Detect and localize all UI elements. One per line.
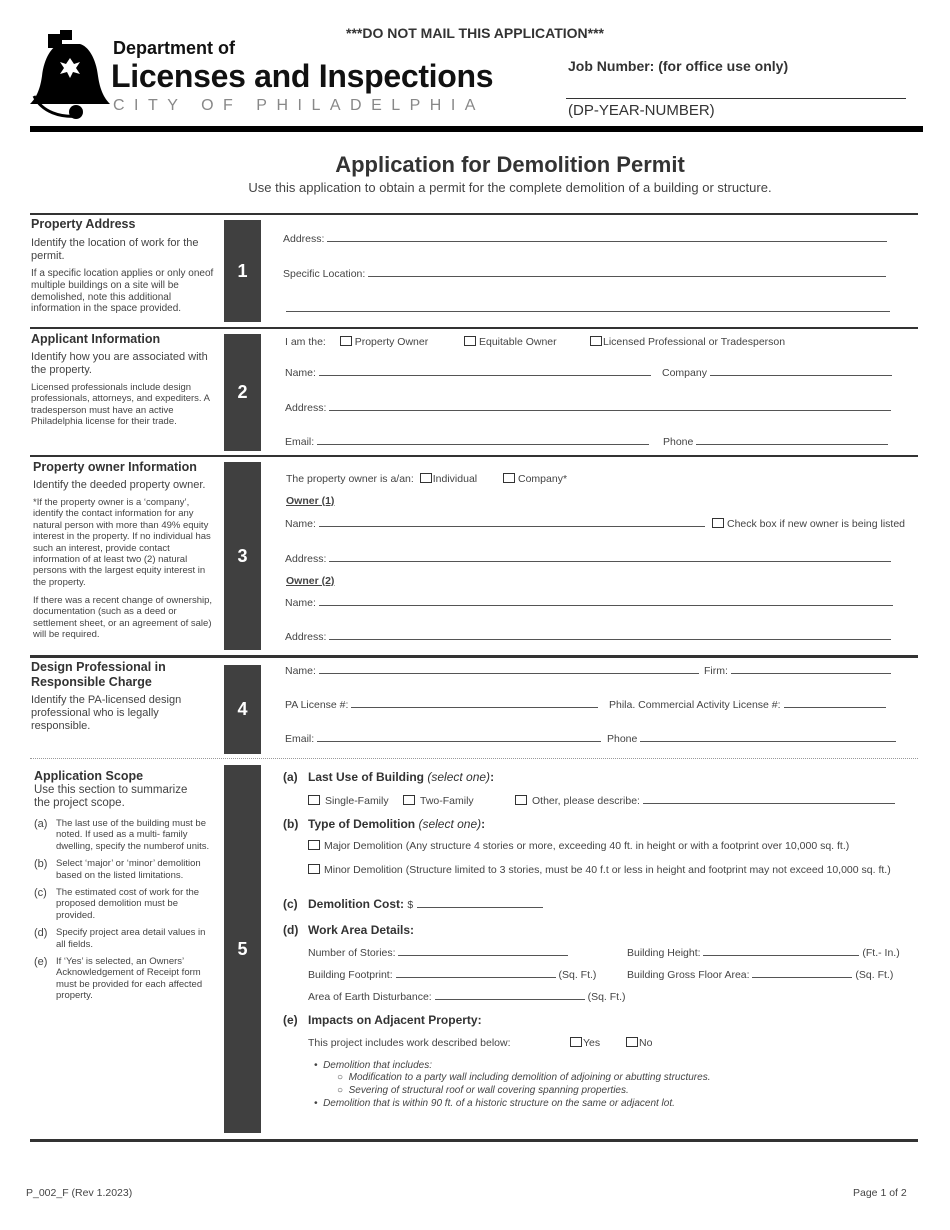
section-1-number: 1 [224,220,261,322]
single-family-checkbox[interactable] [308,795,320,805]
major-demolition-option [308,840,849,852]
major-demolition-label: Major Demolition (Any structure 4 stories or more, exceeding 40 ft. in height or with a footprint over 10,000 sq. ft.) [324,840,850,852]
equitable-owner-option [464,336,557,348]
item-a-title: Last Use of Building (select one): [308,770,495,784]
item-e-title: Impacts on Adjacent Property: [308,1013,482,1027]
specific-location-line-2[interactable] [286,303,890,315]
gross-floor-area-field[interactable] [627,969,893,981]
adjacent-impact-question: This project includes work described below: [308,1037,511,1049]
note-a [34,818,214,852]
email-label: Email: [285,436,315,448]
single-family-label: Single-Family [325,795,389,807]
section-5-heading: Application Scope [34,769,144,783]
note-text: Select ‘major’ or ‘minor’ demolition based on the listed limitations. [56,858,201,881]
section-4-heading: Design Professional in Responsible Charge [31,660,166,689]
item-e-letter: (e) [283,1013,298,1027]
item-b-hint: (select one) [418,817,482,831]
sub-bullet-1: ○ Modification to a party wall including demolition of adjoining or abutting structures. [337,1072,711,1083]
owner-1-name-field[interactable] [285,518,705,530]
section-5-number: 5 [224,765,261,1133]
section-divider [30,327,918,329]
note-c [34,887,214,921]
specific-location-field[interactable] [283,268,886,280]
licensed-professional-checkbox[interactable] [590,336,602,346]
minor-demolition-checkbox[interactable] [308,864,320,874]
gross-floor-area-label: Building Gross Floor Area: [627,969,750,981]
sub-bullet-2: ○ Severing of structural roof or wall covering spanning properties. [337,1085,629,1096]
other-use-checkbox[interactable] [515,795,527,805]
pa-license-label: PA License #: [285,699,349,711]
name-label: Name: [285,518,316,530]
dept-line-2: Licenses and Inspections [111,58,494,94]
dept-line-1: Department of [113,38,236,58]
applicant-role-row [285,336,428,348]
bottom-divider [30,1139,918,1142]
building-height-field[interactable] [627,947,900,959]
earth-disturbance-label: Area of Earth Disturbance: [308,991,432,1003]
single-family-option [308,795,389,807]
note-text: Specify project area detail values in all fields. [56,927,206,950]
designer-name-field[interactable] [285,665,699,677]
two-family-label: Two-Family [420,795,474,807]
individual-label: Individual [432,473,478,485]
item-b-letter: (b) [283,817,299,831]
address-label: Address: [285,553,327,565]
note-letter: (b) [34,858,48,871]
sqft-unit: (Sq. Ft.) [587,991,626,1003]
applicant-email-field[interactable] [285,436,649,448]
section-2-note: Licensed professionals include design professionals, attorneys, and expediters. A tradesperson must have an active Philadelphia license for their trade. [31,382,210,428]
company-label: Company* [518,473,568,485]
adjacent-no-label: No [639,1037,653,1049]
address-label: Address: [285,631,327,643]
phila-license-label: Phila. Commercial Activity License #: [609,699,781,711]
adjacent-no-option [626,1037,652,1049]
liberty-bell-logo [30,28,110,120]
new-owner-option [712,518,905,530]
dept-line-3: CITY OF PHILADELPHIA [113,97,485,114]
new-owner-checkbox[interactable] [712,518,724,528]
do-not-mail-notice: ***DO NOT MAIL THIS APPLICATION*** [346,25,604,41]
stories-field[interactable] [308,947,568,959]
note-text: The estimated cost of work for the proposed demolition must be provided. [56,887,200,921]
applicant-address-field[interactable] [285,402,891,414]
section-divider [30,455,918,457]
item-b-title: Type of Demolition (select one): [308,817,486,831]
sub-bullet-1-text: Modification to a party wall including demolition of adjoining or abutting structures. [348,1072,711,1083]
section-divider [30,213,918,215]
section-3-heading: Property owner Information [33,460,197,474]
section-4-desc: Identify the PA-licensed design professional who is legally responsible. [31,694,182,732]
pa-license-field[interactable] [285,699,598,711]
item-c-title [308,897,543,911]
licensed-professional-option [590,336,785,348]
earth-disturbance-field[interactable] [308,991,626,1003]
two-family-checkbox[interactable] [403,795,415,805]
applicant-phone-field[interactable] [663,436,888,448]
section-3-desc: Identify the deeded property owner. [33,479,206,491]
company-label: Company [662,367,707,379]
bullet-1-text: Demolition that includes: [323,1060,433,1071]
bullet-2-text: Demolition that is within 90 ft. of a historic structure on the same or adjacent lot. [323,1098,675,1109]
designer-firm-field[interactable] [704,665,891,677]
major-demolition-checkbox[interactable] [308,840,320,850]
other-use-field[interactable] [643,795,895,804]
equitable-owner-label: Equitable Owner [479,336,557,348]
adjacent-no-checkbox[interactable] [626,1037,638,1047]
firm-label: Firm: [704,665,728,677]
email-label: Email: [285,733,315,745]
section-3-number: 3 [224,462,261,650]
item-a-hint: (select one) [427,770,491,784]
adjacent-yes-label: Yes [583,1037,601,1049]
phone-label: Phone [607,733,638,745]
item-c-letter: (c) [283,897,298,911]
section-3-note-2: If there was a recent change of ownership, documentation (such as a deed or settlement sheet, or an agreement of sale) will be required. [33,595,213,641]
i-am-label: I am the: [285,336,326,348]
job-number-label: Job Number: (for office use only) [568,58,789,74]
company-checkbox[interactable] [503,473,515,483]
applicant-name-field[interactable] [285,367,651,379]
minor-demolition-label: Minor Demolition (Structure limited to 3 stories, must be 40 f.t or less in height and footprint may not exceed 10,000 sq. ft.) [324,864,891,876]
adjacent-yes-option [570,1037,600,1049]
specific-location-label: Specific Location: [283,268,366,280]
new-owner-label: Check box if new owner is being listed [727,518,906,530]
applicant-company-field[interactable] [662,367,892,379]
height-unit: (Ft.- In.) [862,947,900,959]
page-subtitle: Use this application to obtain a permit for the complete demolition of a building or structure. [248,180,772,195]
note-letter: (c) [34,887,47,900]
bullet-2: • Demolition that is within 90 ft. of a historic structure on the same or adjacent lot. [314,1098,675,1109]
section-2-desc: Identify how you are associated with the property. [31,351,208,376]
footprint-label: Building Footprint: [308,969,393,981]
note-b [34,858,214,881]
demolition-cost-field[interactable] [417,899,543,908]
footprint-field[interactable] [308,969,596,981]
note-letter: (d) [34,927,48,940]
item-d-title: Work Area Details: [308,923,415,937]
two-family-option [403,795,474,807]
phila-license-field[interactable] [609,699,886,711]
section-5-notes [34,818,214,1002]
header-divider [30,126,923,132]
page-title: Application for Demolition Permit [335,152,685,177]
demolition-cost-label: Demolition Cost: [308,897,404,911]
address-field[interactable] [283,233,887,245]
note-e [34,956,214,1002]
section-1-heading: Property Address [31,217,136,231]
dollar-sign: $ [407,899,414,911]
address-label: Address: [283,233,325,245]
designer-phone-field[interactable] [607,733,896,745]
individual-checkbox[interactable] [420,473,432,483]
owner-2-name-field[interactable] [285,597,893,609]
height-label: Building Height: [627,947,701,959]
licensed-professional-label: Licensed Professional or Tradesperson [603,336,786,348]
property-owner-label: Property Owner [354,336,429,348]
other-use-option [515,795,895,807]
item-a-letter: (a) [283,770,298,784]
bullet-1: • Demolition that includes: [314,1060,433,1071]
sqft-unit: (Sq. Ft.) [855,969,894,981]
job-number-format: (DP-YEAR-NUMBER) [568,102,715,119]
sqft-unit: (Sq. Ft.) [558,969,597,981]
adjacent-yes-checkbox[interactable] [570,1037,582,1047]
owner-type-label: The property owner is a/an: [286,473,414,485]
other-use-label: Other, please describe: [532,795,640,807]
section-2-heading: Applicant Information [31,332,161,346]
owner-1-heading: Owner (1) [286,495,335,507]
name-label: Name: [285,665,316,677]
form-id: P_002_F (Rev 1.2023) [26,1187,133,1199]
section-divider [30,758,918,759]
property-owner-checkbox[interactable] [340,336,352,346]
job-number-field[interactable] [566,98,906,99]
section-5-desc: Use this section to summarize the project scope. [34,784,188,809]
section-1-desc: Identify the location of work for the permit. [31,237,199,262]
owner-type-row [286,473,477,485]
stories-label: Number of Stories: [308,947,396,959]
minor-demolition-option [308,864,891,876]
section-4-number: 4 [224,665,261,754]
note-text: If ‘Yes’ is selected, an Owners’ Acknowledgement of Receipt form must be provided for each affected property. [56,956,203,1002]
company-option [503,473,567,485]
sub-bullet-2-text: Severing of structural roof or wall covering spanning properties. [348,1085,629,1096]
section-2-number: 2 [224,334,261,451]
section-3-note-1: *If the property owner is a ‘company’, identify the contact information for any natural person with more than 49% equity interest in the property. If no individual has such an interest, provide contact information of at least two (2) natural persons with the largest equity interest in the property. [33,497,211,588]
note-text: The last use of the building must be noted. If used as a multi- family dwelling, specify the numberof units. [56,818,210,852]
owner-2-heading: Owner (2) [286,575,335,587]
page-number: Page 1 of 2 [853,1187,907,1199]
owner-2-address-field[interactable] [285,631,891,643]
designer-email-field[interactable] [285,733,601,745]
item-b-title-text: Type of Demolition [308,817,416,831]
name-label: Name: [285,597,316,609]
equitable-owner-checkbox[interactable] [464,336,476,346]
item-a-title-text: Last Use of Building [308,770,425,784]
address-label: Address: [285,402,327,414]
section-divider [30,655,918,658]
note-letter: (a) [34,818,48,830]
note-d [34,927,214,950]
owner-1-address-field[interactable] [285,553,891,565]
phone-label: Phone [663,436,694,448]
name-label: Name: [285,367,316,379]
note-letter: (e) [34,956,48,969]
item-d-letter: (d) [283,923,299,937]
section-1-note: If a specific location applies or only oneof multiple buildings on a site will be demolished, note this additional information in the space provided. [31,268,214,315]
